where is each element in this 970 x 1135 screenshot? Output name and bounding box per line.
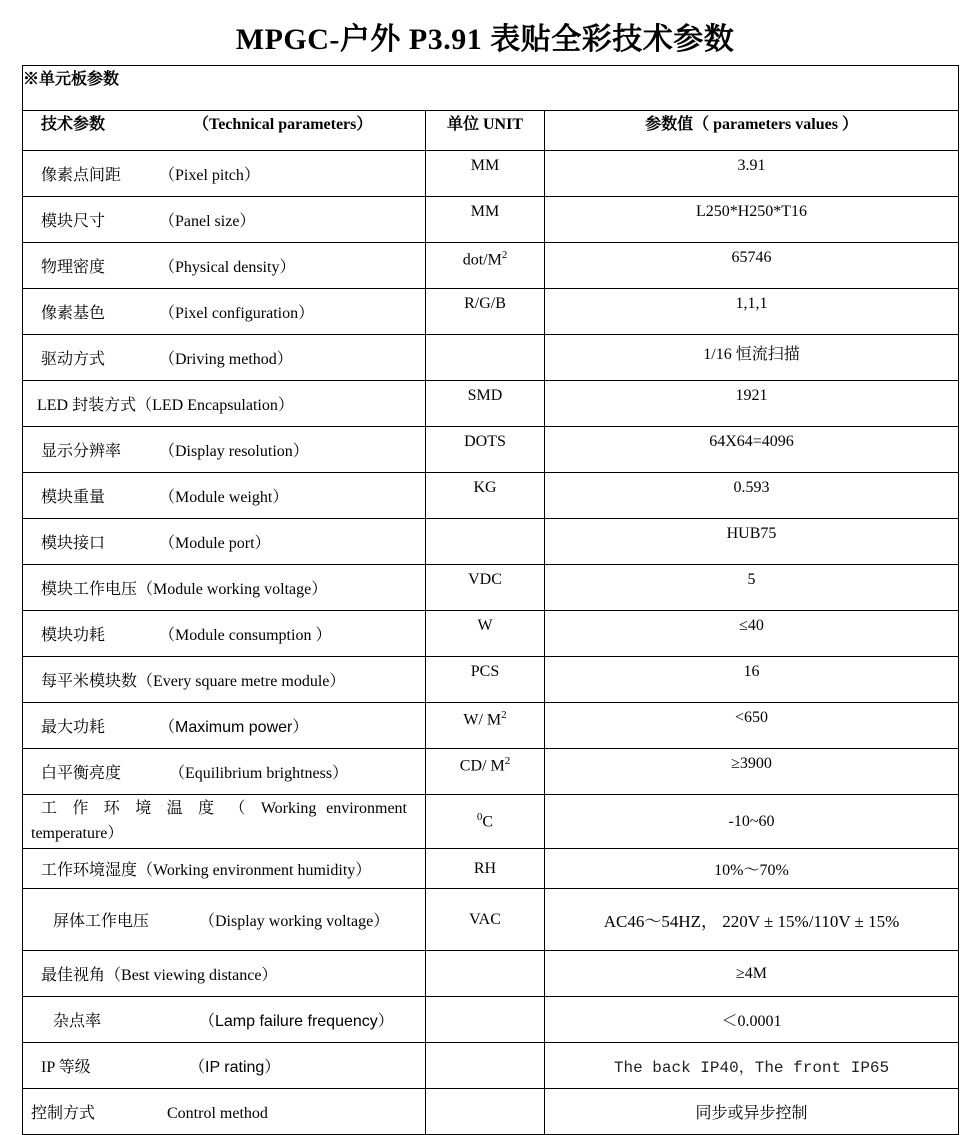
param-en: （Module weight）: [159, 489, 289, 506]
table-row: [23, 997, 959, 1043]
value-cell: HUB75: [545, 519, 959, 565]
param-zh: IP 等级: [41, 1059, 91, 1076]
table-row: [23, 335, 959, 381]
table-row: [23, 427, 959, 473]
table-row: [23, 611, 959, 657]
section-row: [23, 66, 959, 111]
table-row: [23, 749, 959, 795]
param-zh: 模块接口: [41, 535, 106, 552]
header-value: 参数值（ parameters values ）: [545, 111, 959, 151]
unit-cell: SMD: [426, 381, 545, 427]
param-zh: 白平衡亮度: [41, 765, 122, 782]
value-cell: ＜0.0001: [545, 997, 959, 1043]
header-row: [23, 111, 959, 151]
table-row: [23, 657, 959, 703]
param-zh: 像素基色: [41, 305, 106, 322]
param-en: （IP rating）: [189, 1059, 281, 1076]
param-en: （Panel size）: [159, 213, 256, 230]
param-zh: 显示分辨率: [41, 443, 122, 460]
param-zh: 模块工作电压: [41, 581, 138, 598]
value-cell: 64X64=4096: [545, 427, 959, 473]
unit-text: W/ M: [463, 711, 502, 729]
unit-superscript: 2: [501, 249, 508, 261]
param-zh: 工作环境湿度: [41, 862, 138, 879]
unit-cell: [426, 1089, 545, 1135]
value-cell: The back IP40，The front IP65: [545, 1043, 959, 1089]
param-en: （Pixel configuration）: [159, 305, 315, 322]
table-row: [23, 1089, 959, 1135]
param-en: temperature）: [31, 824, 124, 842]
param-en: （Display resolution）: [159, 443, 309, 460]
header-param-en: （Technical parameters）: [193, 116, 373, 133]
unit-cell: PCS: [426, 657, 545, 703]
value-cell: L250*H250*T16: [545, 197, 959, 243]
param-zh: 杂点率: [53, 1013, 102, 1030]
param-en: （Physical density）: [159, 259, 296, 276]
value-cell: 1921: [545, 381, 959, 427]
table-row: [23, 889, 959, 951]
unit-cell: [426, 749, 545, 795]
unit-text: CD/ M: [459, 757, 505, 775]
table-row: [23, 243, 959, 289]
param-en: （Display working voltage）: [199, 913, 390, 930]
unit-cell: [426, 795, 545, 849]
value-cell: AC46～54HZ， 220V ± 15%/110V ± 15%: [545, 889, 959, 951]
unit-cell: [426, 997, 545, 1043]
unit-cell: VAC: [426, 889, 545, 951]
table-row: [23, 519, 959, 565]
value-cell: -10~60: [545, 795, 959, 849]
param-zh: 工 作 环 境 温 度 （ Working environment: [41, 799, 407, 817]
unit-cell: [426, 1043, 545, 1089]
unit-cell: [426, 335, 545, 381]
param-zh: 模块功耗: [41, 627, 106, 644]
unit-cell: VDC: [426, 565, 545, 611]
header-param-zh: 技术参数: [41, 116, 106, 133]
unit-cell: R/G/B: [426, 289, 545, 335]
table-row: [23, 289, 959, 335]
param-zh: 物理密度: [41, 259, 106, 276]
param-zh: 屏体工作电压: [53, 913, 150, 930]
param-zh: 驱动方式: [41, 351, 106, 368]
param-en: （LED Encapsulation）: [136, 397, 294, 414]
param-zh: 控制方式: [31, 1105, 96, 1122]
value-cell: ≤40: [545, 611, 959, 657]
unit-superscript: 0: [476, 811, 483, 824]
param-en: （Working environment humidity）: [137, 862, 372, 879]
param-en: （Driving method）: [159, 351, 293, 368]
param-zh: 每平米模块数: [41, 673, 138, 690]
table-row: [23, 381, 959, 427]
value-cell: 10%～70%: [545, 849, 959, 889]
param-en: Control method: [167, 1105, 268, 1122]
param-en: （Pixel pitch）: [159, 167, 260, 184]
value-cell: ≥3900: [545, 749, 959, 795]
value-cell: <650: [545, 703, 959, 749]
document-title: MPGC-户外 P3.91 表贴全彩技术参数: [235, 23, 735, 56]
section-title: ※单元板参数: [23, 66, 959, 111]
value-cell: 0.593: [545, 473, 959, 519]
unit-cell: [426, 951, 545, 997]
unit-text: dot/M: [462, 251, 502, 269]
param-en: （Lamp failure frequency）: [199, 1013, 394, 1030]
value-cell: 5: [545, 565, 959, 611]
unit-text: C: [482, 813, 494, 831]
param-en: （Module port）: [159, 535, 271, 552]
spec-table: [22, 65, 959, 1135]
unit-superscript: 2: [504, 755, 511, 767]
param-en: （Module working voltage）: [137, 581, 328, 598]
param-zh: 像素点间距: [41, 167, 122, 184]
table-row: [23, 1043, 959, 1089]
value-cell: 3.91: [545, 151, 959, 197]
unit-cell: W: [426, 611, 545, 657]
param-zh: LED 封装方式: [37, 397, 137, 414]
unit-cell: MM: [426, 197, 545, 243]
header-unit: 单位 UNIT: [426, 111, 545, 151]
param-zh: 模块尺寸: [41, 213, 106, 230]
table-row: [23, 197, 959, 243]
table-row: [23, 565, 959, 611]
unit-cell: DOTS: [426, 427, 545, 473]
table-row: [23, 151, 959, 197]
unit-cell: RH: [426, 849, 545, 889]
value-cell: 16: [545, 657, 959, 703]
param-en: （Module consumption ）: [159, 627, 332, 644]
table-row: [23, 849, 959, 889]
param-zh: 模块重量: [41, 489, 106, 506]
value-cell: 1/16 恒流扫描: [545, 335, 959, 381]
table-row: [23, 703, 959, 749]
value-cell: 同步或异步控制: [545, 1089, 959, 1135]
unit-cell: [426, 519, 545, 565]
value-cell: ≥4M: [545, 951, 959, 997]
param-zh: 最佳视角: [41, 967, 106, 984]
unit-superscript: 2: [501, 709, 507, 721]
value-cell: 65746: [545, 243, 959, 289]
value-cell: 1,1,1: [545, 289, 959, 335]
param-en: （Maximum power）: [159, 719, 309, 736]
unit-cell: KG: [426, 473, 545, 519]
param-en: （Best viewing distance）: [105, 967, 278, 984]
header-param: [23, 111, 426, 151]
table-row: [23, 795, 959, 849]
unit-cell: [426, 703, 545, 749]
unit-cell: MM: [426, 151, 545, 197]
param-zh: 最大功耗: [41, 719, 106, 736]
table-row: [23, 473, 959, 519]
unit-cell: [426, 243, 545, 289]
table-row: [23, 951, 959, 997]
param-en: （Every square metre module）: [137, 673, 346, 690]
param-en: （Equilibrium brightness）: [169, 765, 349, 782]
